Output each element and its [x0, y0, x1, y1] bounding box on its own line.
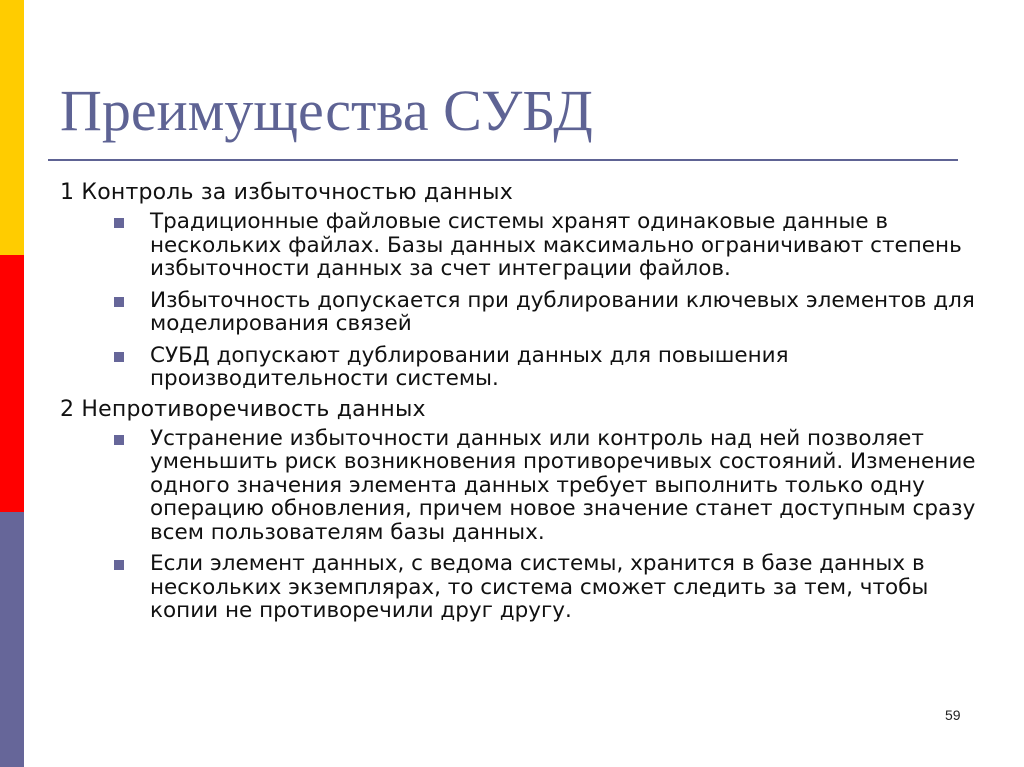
- square-bullet-icon: [114, 297, 124, 307]
- section-heading-redundancy: 1 Контроль за избыточностью данных: [60, 180, 513, 205]
- list-item: [60, 289, 980, 336]
- slide-body: [60, 180, 980, 631]
- list-item: [60, 552, 980, 623]
- list-item-text: Традиционные файловые системы хранят одинаковые данные в нескольких файлах. Базы данных максимально ограничивают степень избыточности данных за счет интеграции файлов.: [150, 209, 962, 281]
- sidebar-segment-yellow: [0, 0, 24, 255]
- sidebar-segment-slate: [0, 512, 24, 767]
- list-item-text: Устранение избыточности данных или контроль над ней позволяет уменьшить риск возникновения противоречивых состояний. Изменение одного значения элемента данных требует выполнить только одну операцию обновления, причем новое значение станет доступным сразу всем пользователям базы данных.: [150, 425, 976, 545]
- list-item: [60, 344, 980, 391]
- section-heading-consistency: 2 Непротиворечивость данных: [60, 396, 426, 422]
- sidebar-segment-red: [0, 255, 24, 512]
- square-bullet-icon: [114, 560, 124, 570]
- square-bullet-icon: [114, 435, 124, 445]
- page-number: 59: [945, 707, 961, 723]
- list-item: [60, 210, 980, 281]
- list-item-text: СУБД допускают дублировании данных для повышения производительности системы.: [150, 342, 789, 391]
- square-bullet-icon: [114, 218, 124, 228]
- list-item-text: Избыточность допускается при дублировании ключевых элементов для моделирования связей: [150, 287, 975, 336]
- list-item-text: Если элемент данных, с ведома системы, хранится в базе данных в нескольких экземплярах, то система сможет следить за тем, чтобы копии не противоречили друг другу.: [150, 551, 929, 623]
- slide-title: Преимущества СУБД: [60, 78, 593, 143]
- accent-sidebar: [0, 0, 24, 767]
- list-item: [60, 427, 980, 545]
- title-underline: [48, 159, 958, 161]
- square-bullet-icon: [114, 352, 124, 362]
